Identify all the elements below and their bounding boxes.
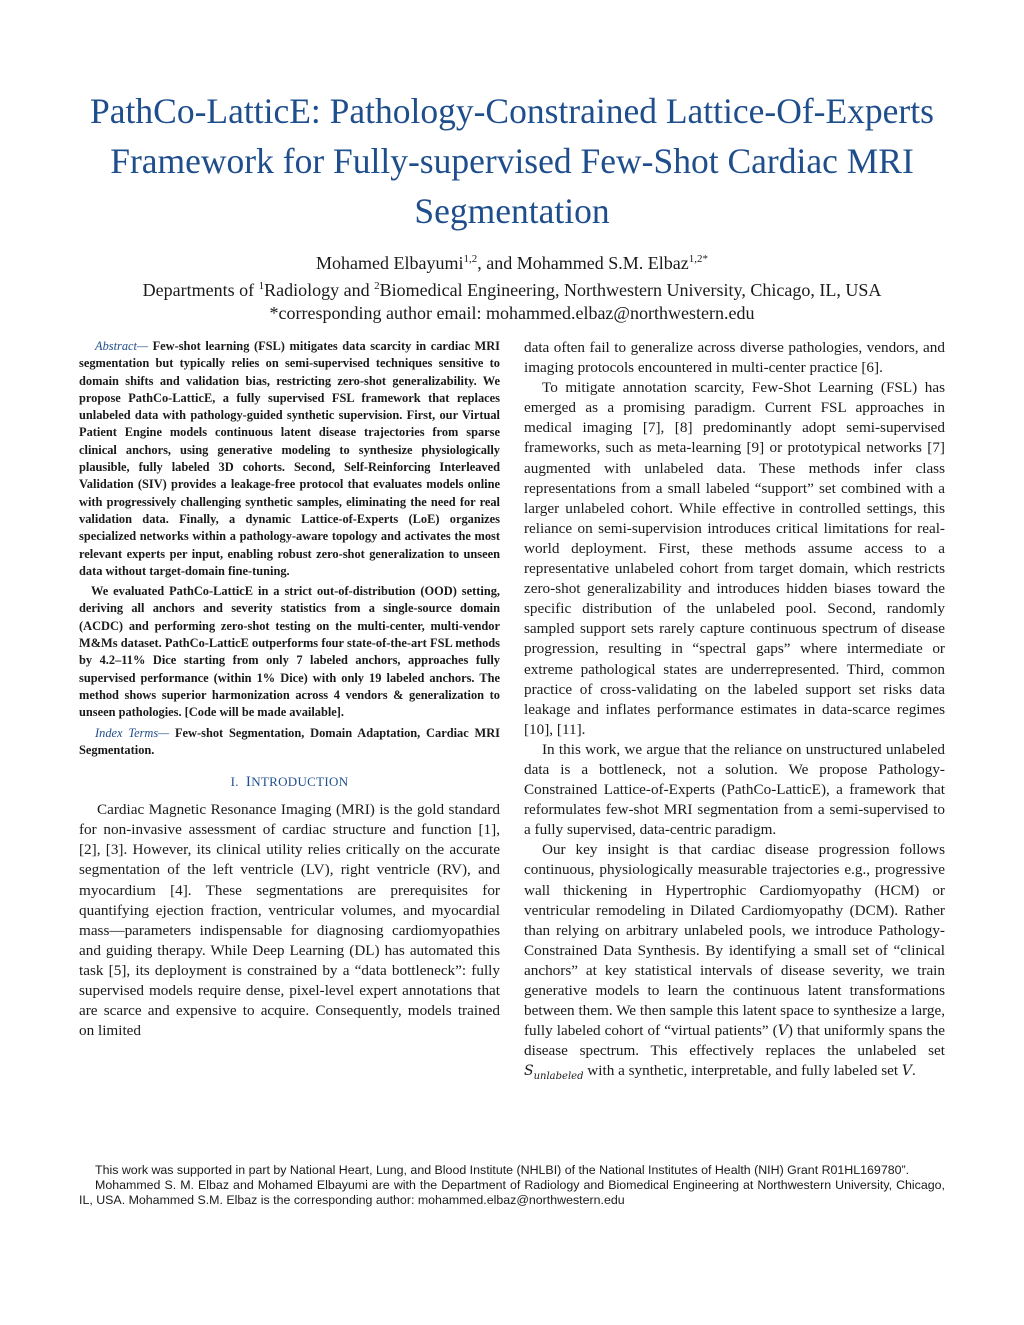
section-title: NTRODUCTION [251, 774, 349, 790]
abstract-paragraph [79, 338, 500, 580]
funding-footnote: This work was supported in part by National Heart, Lung, and Blood Institute (NHLBI) of the National Institutes of Health (NIH) Grant R01HL169780”. [95, 1163, 910, 1177]
author-joiner: , and Mohammed S.M. Elbaz [477, 253, 689, 273]
corresponding-email: *corresponding author email: mohammed.elbaz@northwestern.edu [269, 303, 755, 323]
body-paragraph: To mitigate annotation scarcity, Few-Shot Learning (FSL) has emerged as a promising paradigm. Current FSL approaches in medical imaging [7], [8] predominantly adopt semi-supervised frameworks, such as meta-learning [9] or prototypical networks [7] augmented with unlabeled data. These methods infer class representations from a small labeled “support” set combined with a larger unlabeled cohort. While effective in controlled settings, this reliance on semi-supervision introduces critical limitations for real-world deployment. First, these methods assume access to a representative unlabeled cohort from target domain, which restricts zero-shot generalizability and introduces hidden biases toward the specific distribution of the unlabeled pool. Second, randomly sampled support sets rarely capture continuous spectrum of disease progression, resulting in “spectral gaps” where intermediate or extreme pathological states are underrepresented. Third, common practice of cross-validating on the labeled support set risks data leakage and inflates performance estimates in data-scarce regimes [10], [11]. [524, 379, 945, 738]
author-line [60, 248, 964, 275]
index-terms-text: Few-shot Segmentation, Domain Adaptation, Cardiac MRI Segmentation. [79, 725, 500, 757]
body-paragraph [524, 840, 945, 1087]
paper-title: PathCo-LatticE: Pathology-Constrained Lattice-Of-Experts Framework for Fully-supervised Few-Shot Cardiac MRI Segmentation [90, 91, 934, 231]
body-paragraph: In this work, we argue that the reliance on unstructured unlabeled data is a bottleneck, not a solution. We propose Pathology-Constrained Lattice-of-Experts (PathCo-LatticE), a framework that reformulates few-shot MRI segmentation from a semi-supervised to a fully supervised, data-centric paradigm. [524, 740, 945, 839]
math-symbol: V [777, 1023, 788, 1040]
affiliation-sup: 1,2* [688, 253, 708, 265]
math-symbol: V [901, 1063, 913, 1080]
affiliation-text: Biomedical Engineering, Northwestern University, Chicago, IL, USA [379, 280, 882, 300]
abstract-text: Few-shot learning (FSL) mitigates data scarcity in cardiac MRI segmentation but typically relies on semi-supervised techniques sensitive to domain shifts and validation bias, restricting zero-shot generalizability. We propose PathCo-LatticE, a fully supervised FSL framework that replaces unlabeled data with pathology-guided synthetic supervision. First, our Virtual Patient Engine models continuous latent disease trajectories from sparse clinical anchors, using generative modeling to synthesize physiologically plausible, fully labeled 3D cohorts. Second, Self-Reinforcing Interleaved Validation (SIV) provides a leakage-free protocol that evaluates models online with progressively challenging synthetic samples, eliminating the need for real validation data. Finally, a dynamic Lattice-of-Experts (LoE) organizes specialized networks within a pathology-aware topology and activates the most relevant experts per input, enabling robust zero-shot generalization to unseen data without target-domain fine-tuning. [79, 339, 500, 578]
affiliation-sup: 1 [258, 280, 265, 292]
author-block [60, 248, 964, 325]
math-subscript: unlabeled [533, 1071, 584, 1083]
abstract-paragraph: We evaluated PathCo-LatticE in a strict out-of-distribution (OOD) setting, deriving all anchors and severity statistics from a single-source domain (ACDC) and performing zero-shot testing on the multi-center, multi-vendor M&Ms dataset. PathCo-LatticE outperforms four state-of-the-art FSL methods by 4.2–11% Dice starting from only 7 labeled anchors, approaches fully supervised performance (within 1% Dice) with only 19 labeled anchors. The method shows superior harmonization across 4 vendors & generalization to unseen pathologies. [Code will be made available]. [79, 584, 500, 720]
affiliation-footnote: Mohammed S. M. Elbaz and Mohamed Elbayumi are with the Department of Radiology and Biomedical Engineering at Northwestern University, Chicago, IL, USA. Mohammed S.M. Elbaz is the corresponding author: mohammed.elbaz@northwestern.edu [79, 1178, 945, 1208]
author-name: Mohamed Elbayumi [316, 253, 464, 273]
section-initial: I [245, 774, 252, 791]
affiliation-sup: 1,2 [463, 253, 478, 265]
section-heading-introduction [79, 774, 500, 791]
left-column [79, 338, 500, 1041]
affiliation-sup: 2 [374, 280, 380, 292]
math-symbol: S [524, 1063, 534, 1080]
index-terms [79, 725, 500, 760]
index-terms-label: Index Terms— [95, 725, 170, 740]
affiliation-line [60, 275, 964, 302]
body-text: . [912, 1062, 916, 1080]
affiliation-text: Radiology and [264, 280, 375, 300]
affiliation-text: Departments of [142, 280, 259, 300]
body-paragraph: Cardiac Magnetic Resonance Imaging (MRI) is the gold standard for non-invasive assessment of cardiac structure and function [1], [2], [3]. However, its clinical utility relies critically on the accurate segmentation of the left ventricle (LV), right ventricle (RV), and myocardium [4]. These segmentations are prerequisites for quantifying ejection fraction, ventricular volumes, and myocardial mass—parameters indispensable for diagnosing cardiomyopathies and guiding therapy. While Deep Learning (DL) has automated this task [5], its deployment is constrained by a “data bottleneck”: fully supervised models require dense, pixel-level expert annotations that are scarce and expensive to acquire. Consequently, models trained on limited [79, 801, 500, 1040]
body-text: ) that uniformly spans the disease spectrum. This effectively replaces the unlabeled set [524, 1022, 945, 1060]
footnotes [79, 1163, 945, 1209]
body-text: Our key insight is that cardiac disease progression follows continuous, physiologically measurable trajectories e.g., progressive wall thickening in Hypertrophic Cardiomyopathy (HCM) or ventricular remodeling in Dilated Cardiomyopathy (DCM). Rather than relying on arbitrary unlabeled pools, we introduce Pathology-Constrained Data Synthesis. By identifying a small set of “clinical anchors” at key statistical intervals of disease severity, we train generative models to learn the continuous latent transformations between them. We then sample this latent space to synthesize a large, fully labeled cohort of “virtual patients” ( [524, 841, 945, 1040]
body-text: with a synthetic, interpretable, and fully labeled set [583, 1062, 902, 1080]
abstract-label: Abstract— [95, 339, 149, 353]
section-numeral: I. [230, 774, 239, 790]
intro-body-left [79, 800, 500, 1041]
abstract [79, 338, 500, 759]
body-paragraph: data often fail to generalize across diverse pathologies, vendors, and imaging protocols encountered in multi-center practice [6]. [524, 339, 945, 377]
intro-body-right [524, 338, 945, 1088]
right-column [524, 338, 945, 1088]
